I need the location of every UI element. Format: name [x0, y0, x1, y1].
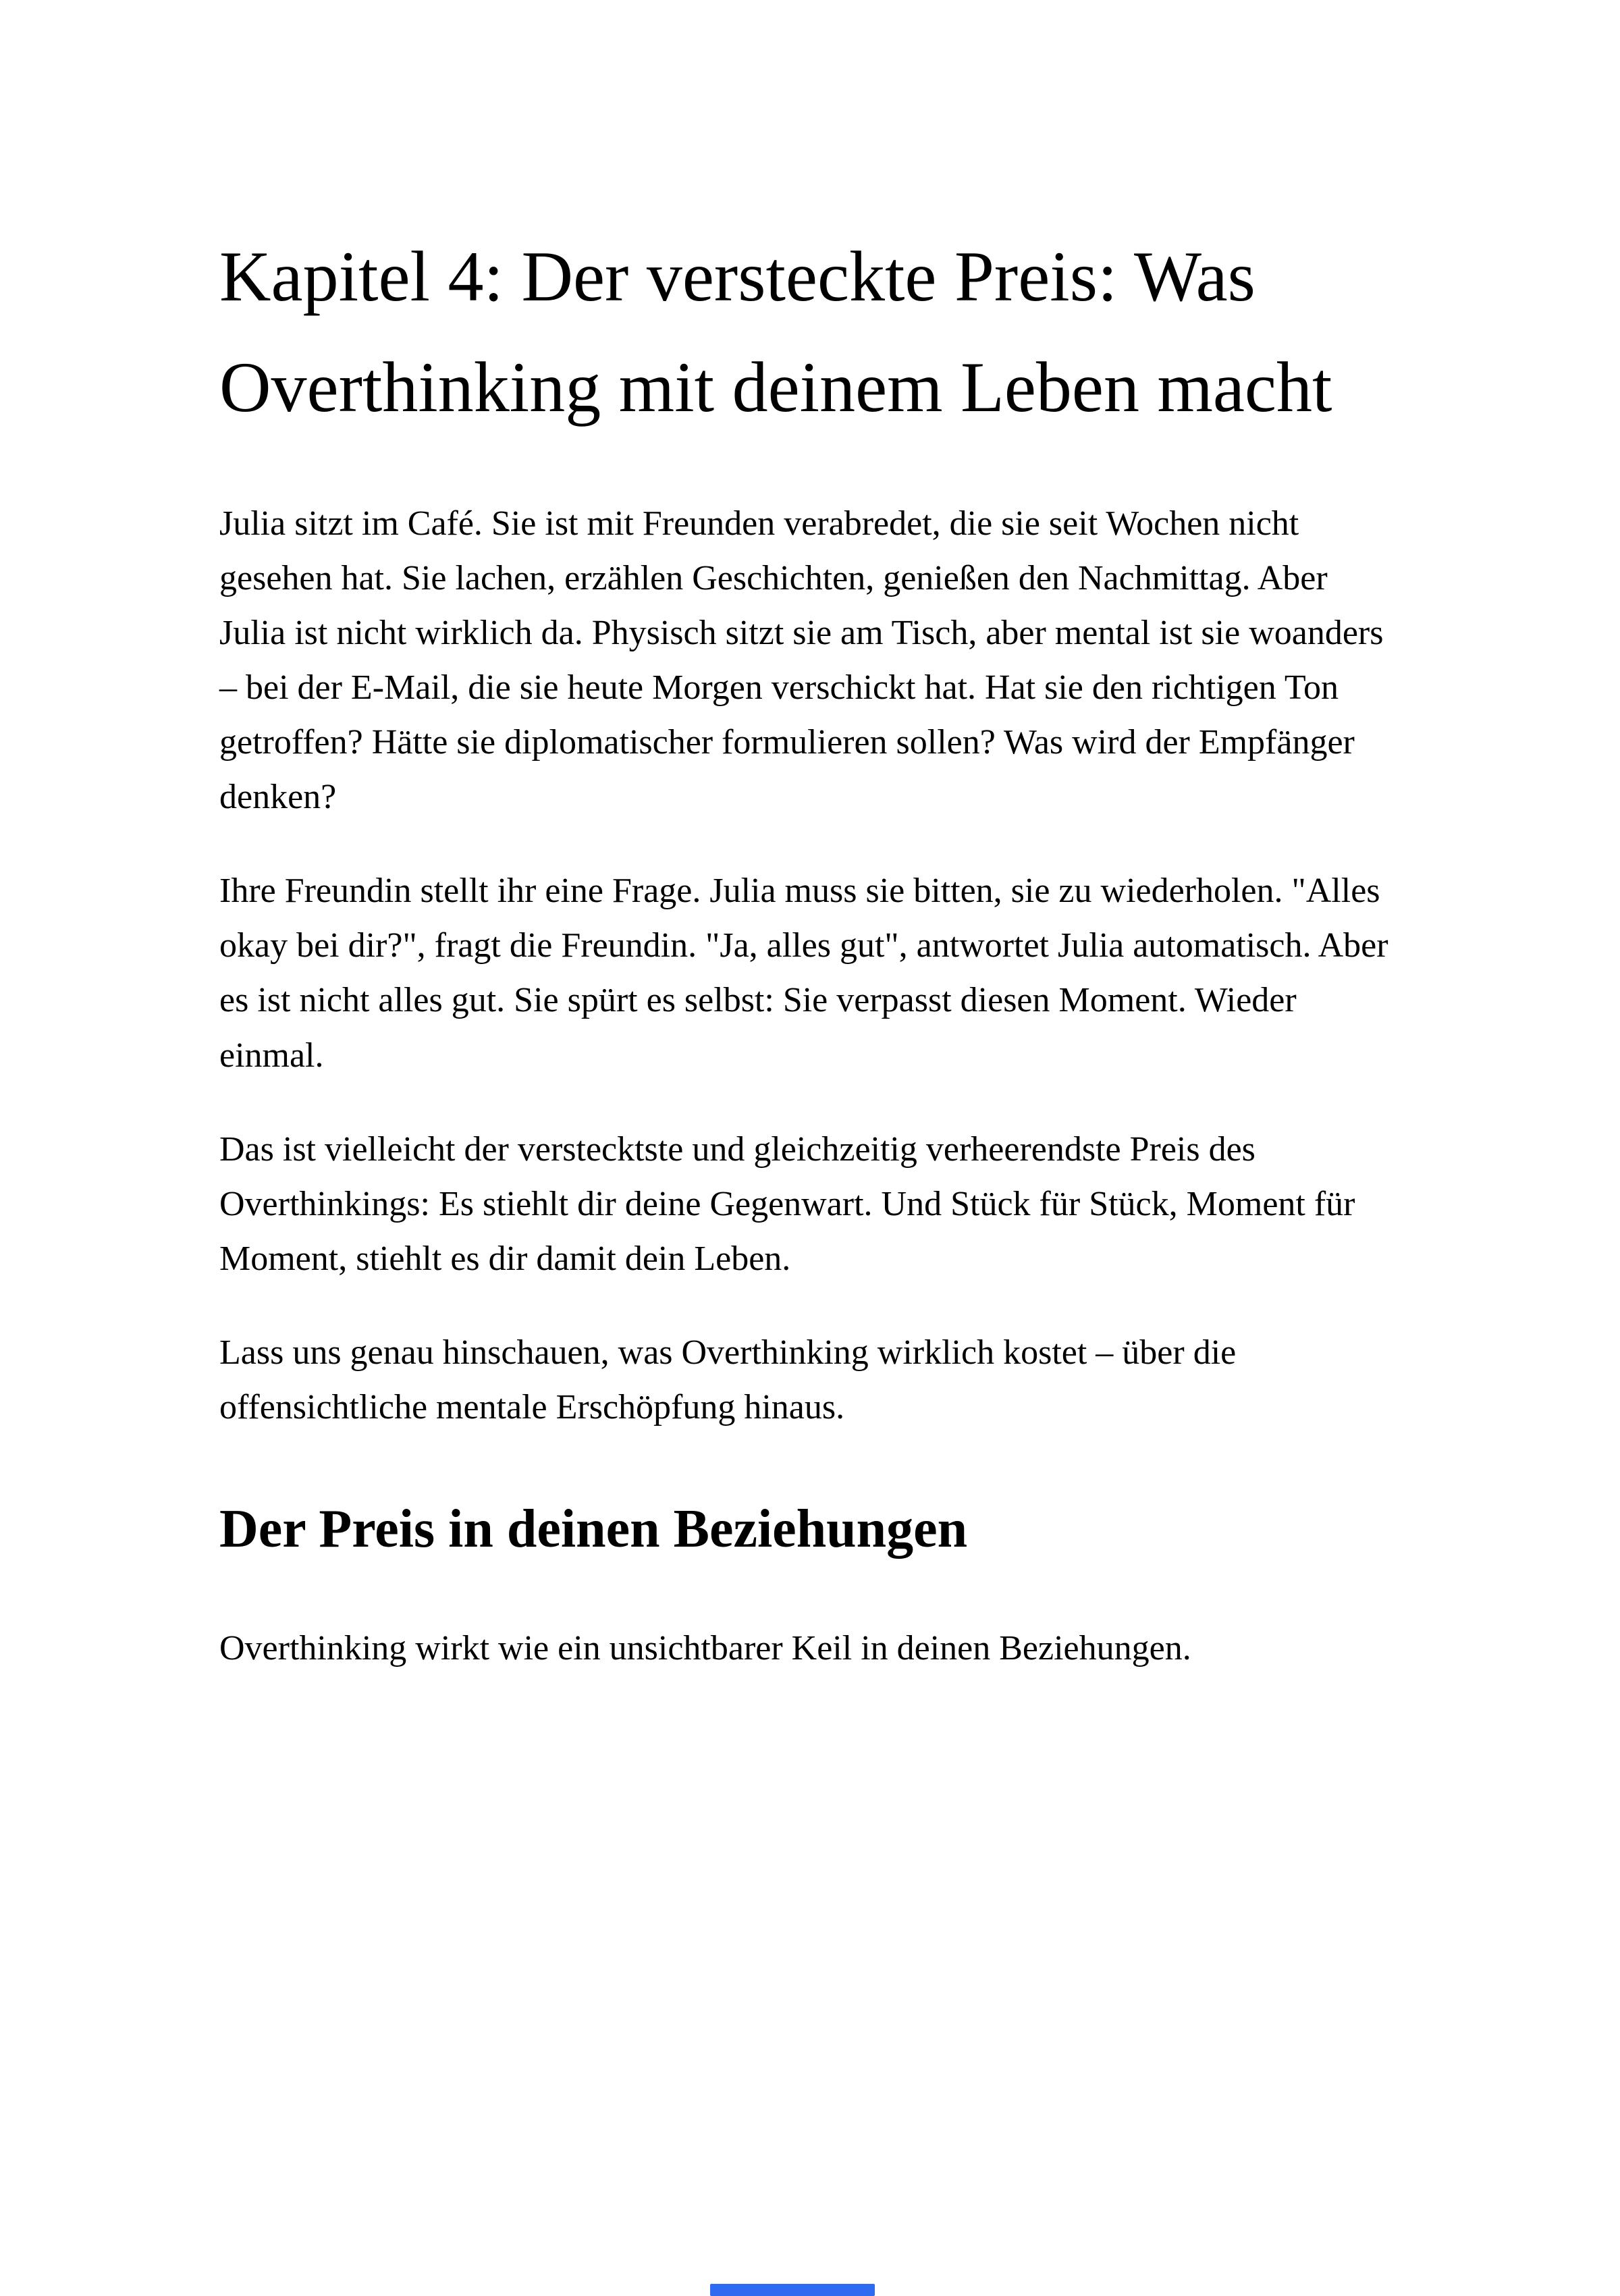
paragraph: Ihre Freundin stellt ihr eine Frage. Julia muss sie bitten, sie zu wiederholen. "Alles okay bei dir?", fragt die Freundin. "Ja, alles gut", antwortet Julia automatisch. Aber es ist nicht alles gut. Sie spürt es selbst: Sie verpasst diesen Moment. Wieder einmal.: [219, 872, 1388, 1075]
paragraph: Overthinking wirkt wie ein unsichtbarer Keil in deinen Beziehungen.: [219, 1629, 1191, 1668]
paragraph: Lass uns genau hinschauen, was Overthinking wirklich kostet – über die offensichtliche mentale Erschöpfung hinaus.: [219, 1333, 1237, 1427]
paragraph: Das ist vielleicht der verstecktste und gleichzeitig verheerendste Preis des Overthinkings: Es stiehlt dir deine Gegenwart. Und Stück für Stück, Moment für Moment, stiehlt es dir damit dein Leben.: [219, 1129, 1355, 1278]
chapter-title: Kapitel 4: Der versteckte Preis: Was Overthinking mit deinem Leben macht: [219, 237, 1332, 427]
page-position-indicator: [710, 2284, 875, 2296]
section-heading: Der Preis in deinen Beziehungen: [219, 1499, 968, 1559]
paragraph: Julia sitzt im Café. Sie ist mit Freunden verabredet, die sie seit Wochen nicht gesehen hat. Sie lachen, erzählen Geschichten, genießen den Nachmittag. Aber Julia ist nicht wirklich da. Physisch sitzt sie am Tisch, aber mental ist sie woanders – bei der E-Mail, die sie heute Morgen verschickt hat. Hat sie den richtigen Ton getroffen? Hätte sie diplomatischer formulieren sollen? Was wird der Empfänger denken?: [219, 504, 1384, 817]
